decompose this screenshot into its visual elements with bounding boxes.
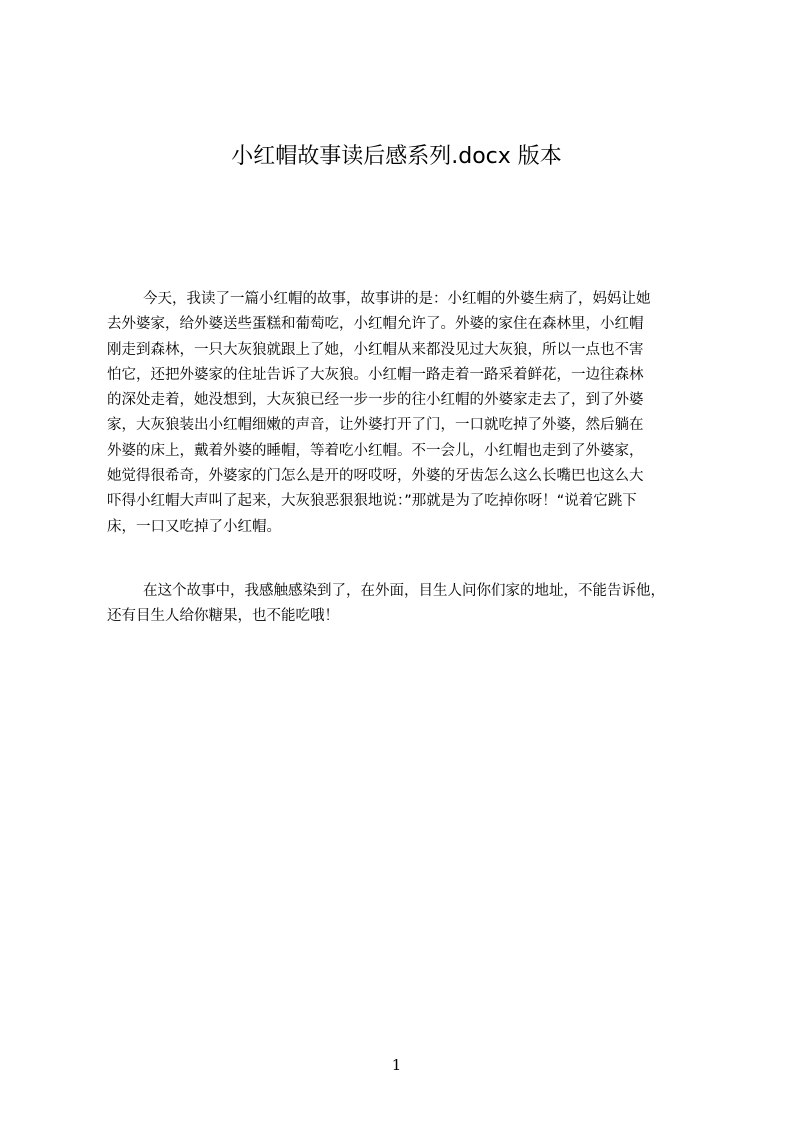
paragraph-reflection [107,579,711,630]
page-number: 1 [391,1056,402,1074]
paragraph-line: 今天，我读了一篇小红帽的故事，故事讲的是：小红帽的外婆生病了，妈妈让她 [143,291,651,307]
paragraph-line: 还有目生人给你糖果，也不能吃哦！ [107,608,339,625]
paragraph-story [107,287,711,540]
document-title: 小红帽故事读后感系列.docx 版本 [231,144,562,169]
paragraph-line: 怕它，还把外婆家的住址告诉了大灰狼。小红帽一路走着一路采着鲜花，一边往森林 [107,366,644,383]
paragraph-line: 吓得小红帽大声叫了起来，大灰狼恶狠狠地说：”那就是为了吃掉你呀！“说着它跳下 [107,493,637,510]
paragraph-line: 床，一口又吃掉了小红帽。 [107,518,281,535]
paragraph-line: 外婆的床上，戴着外婆的睡帽，等着吃小红帽。不一会儿，小红帽也走到了外婆家， [107,442,644,459]
paragraph-line: 家，大灰狼装出小红帽细嫩的声音，让外婆打开了门，一口就吃掉了外婆，然后躺在 [107,417,644,434]
paragraph-line: 的深处走着，她没想到，大灰狼已经一步一步的往小红帽的外婆家走去了，到了外婆 [107,392,644,409]
paragraph-line: 在这个故事中，我感触感染到了，在外面，目生人问你们家的地址，不能告诉他， [143,583,665,599]
paragraph-line: 去外婆家，给外婆送些蛋糕和葡萄吃，小红帽允许了。外婆的家住在森林里，小红帽 [107,316,644,333]
paragraph-line: 她觉得很希奇，外婆家的门怎么是开的呀哎呀，外婆的牙齿怎么这么长嘴巴也这么大 [107,468,644,485]
paragraph-line: 刚走到森林，一只大灰狼就跟上了她，小红帽从来都没见过大灰狼，所以一点也不害 [107,341,644,358]
